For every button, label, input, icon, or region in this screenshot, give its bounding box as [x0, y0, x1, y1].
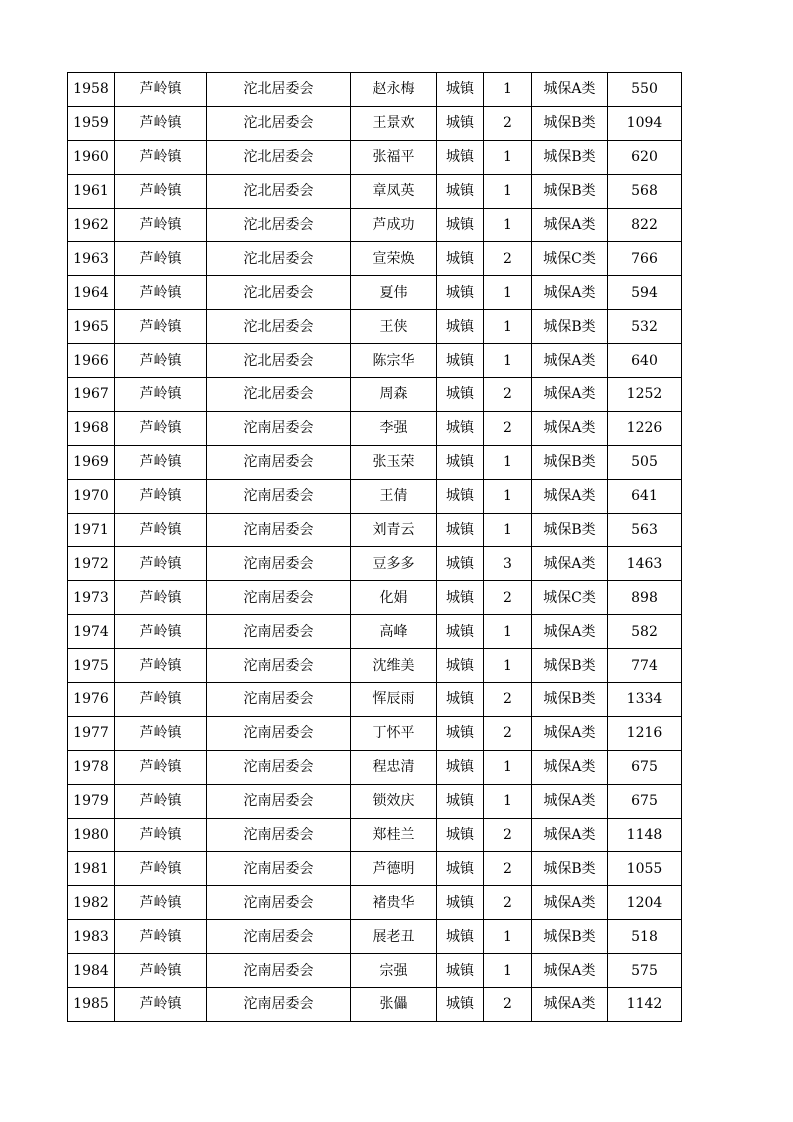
- category-cell: 城保A类: [532, 344, 608, 378]
- category-cell: 城保C类: [532, 242, 608, 276]
- town-cell: 芦岭镇: [115, 411, 207, 445]
- table-row: [68, 784, 682, 818]
- amount-cell: 1216: [608, 716, 682, 750]
- amount-cell: 641: [608, 479, 682, 513]
- town-cell: 芦岭镇: [115, 716, 207, 750]
- household-size-cell: 1: [484, 784, 532, 818]
- table-row: [68, 852, 682, 886]
- name-cell: 宣荣焕: [351, 242, 437, 276]
- name-cell: 丁怀平: [351, 716, 437, 750]
- table-row: [68, 140, 682, 174]
- household-type-cell: 城镇: [437, 615, 484, 649]
- table-row: [68, 716, 682, 750]
- serial-number-cell: 1979: [68, 784, 115, 818]
- serial-number-cell: 1985: [68, 988, 115, 1022]
- household-type-cell: 城镇: [437, 581, 484, 615]
- table-row: [68, 411, 682, 445]
- committee-cell: 沱北居委会: [207, 310, 351, 344]
- category-cell: 城保A类: [532, 378, 608, 412]
- serial-number-cell: 1967: [68, 378, 115, 412]
- table-row: [68, 513, 682, 547]
- amount-cell: 1252: [608, 378, 682, 412]
- amount-cell: 518: [608, 920, 682, 954]
- household-size-cell: 2: [484, 886, 532, 920]
- category-cell: 城保B类: [532, 445, 608, 479]
- household-size-cell: 2: [484, 988, 532, 1022]
- table-row: [68, 818, 682, 852]
- table-row: [68, 344, 682, 378]
- committee-cell: 沱南居委会: [207, 988, 351, 1022]
- name-cell: 王景欢: [351, 106, 437, 140]
- amount-cell: 575: [608, 954, 682, 988]
- table-row: [68, 378, 682, 412]
- household-size-cell: 3: [484, 547, 532, 581]
- household-size-cell: 1: [484, 750, 532, 784]
- name-cell: 程忠清: [351, 750, 437, 784]
- household-size-cell: 1: [484, 445, 532, 479]
- committee-cell: 沱南居委会: [207, 581, 351, 615]
- amount-cell: 1463: [608, 547, 682, 581]
- town-cell: 芦岭镇: [115, 547, 207, 581]
- town-cell: 芦岭镇: [115, 649, 207, 683]
- name-cell: 芦成功: [351, 208, 437, 242]
- category-cell: 城保A类: [532, 784, 608, 818]
- household-size-cell: 2: [484, 378, 532, 412]
- table-row: [68, 988, 682, 1022]
- category-cell: 城保B类: [532, 106, 608, 140]
- household-size-cell: 2: [484, 106, 532, 140]
- serial-number-cell: 1965: [68, 310, 115, 344]
- serial-number-cell: 1981: [68, 852, 115, 886]
- name-cell: 豆多多: [351, 547, 437, 581]
- category-cell: 城保A类: [532, 716, 608, 750]
- household-type-cell: 城镇: [437, 445, 484, 479]
- amount-cell: 675: [608, 784, 682, 818]
- town-cell: 芦岭镇: [115, 445, 207, 479]
- amount-cell: 774: [608, 649, 682, 683]
- serial-number-cell: 1975: [68, 649, 115, 683]
- serial-number-cell: 1976: [68, 683, 115, 717]
- amount-cell: 1142: [608, 988, 682, 1022]
- town-cell: 芦岭镇: [115, 242, 207, 276]
- serial-number-cell: 1968: [68, 411, 115, 445]
- serial-number-cell: 1962: [68, 208, 115, 242]
- household-type-cell: 城镇: [437, 378, 484, 412]
- town-cell: 芦岭镇: [115, 344, 207, 378]
- name-cell: 郑桂兰: [351, 818, 437, 852]
- household-size-cell: 1: [484, 140, 532, 174]
- name-cell: 展老丑: [351, 920, 437, 954]
- household-size-cell: 1: [484, 310, 532, 344]
- table-row: [68, 547, 682, 581]
- serial-number-cell: 1964: [68, 276, 115, 310]
- table-row: [68, 73, 682, 107]
- household-type-cell: 城镇: [437, 649, 484, 683]
- amount-cell: 1226: [608, 411, 682, 445]
- name-cell: 陈宗华: [351, 344, 437, 378]
- amount-cell: 532: [608, 310, 682, 344]
- beneficiary-table: [67, 72, 682, 1022]
- household-type-cell: 城镇: [437, 479, 484, 513]
- category-cell: 城保B类: [532, 174, 608, 208]
- table-row: [68, 208, 682, 242]
- table-row: [68, 649, 682, 683]
- category-cell: 城保B类: [532, 852, 608, 886]
- amount-cell: 766: [608, 242, 682, 276]
- serial-number-cell: 1972: [68, 547, 115, 581]
- table-row: [68, 276, 682, 310]
- town-cell: 芦岭镇: [115, 513, 207, 547]
- committee-cell: 沱南居委会: [207, 818, 351, 852]
- category-cell: 城保A类: [532, 818, 608, 852]
- town-cell: 芦岭镇: [115, 988, 207, 1022]
- town-cell: 芦岭镇: [115, 750, 207, 784]
- household-type-cell: 城镇: [437, 852, 484, 886]
- household-type-cell: 城镇: [437, 750, 484, 784]
- committee-cell: 沱南居委会: [207, 649, 351, 683]
- town-cell: 芦岭镇: [115, 276, 207, 310]
- household-type-cell: 城镇: [437, 276, 484, 310]
- name-cell: 化娟: [351, 581, 437, 615]
- household-type-cell: 城镇: [437, 683, 484, 717]
- table-row: [68, 242, 682, 276]
- committee-cell: 沱北居委会: [207, 208, 351, 242]
- household-size-cell: 2: [484, 411, 532, 445]
- household-type-cell: 城镇: [437, 140, 484, 174]
- household-type-cell: 城镇: [437, 954, 484, 988]
- category-cell: 城保B类: [532, 310, 608, 344]
- town-cell: 芦岭镇: [115, 479, 207, 513]
- name-cell: 李强: [351, 411, 437, 445]
- household-size-cell: 1: [484, 174, 532, 208]
- amount-cell: 594: [608, 276, 682, 310]
- table-row: [68, 920, 682, 954]
- serial-number-cell: 1970: [68, 479, 115, 513]
- committee-cell: 沱北居委会: [207, 276, 351, 310]
- table-row: [68, 479, 682, 513]
- serial-number-cell: 1973: [68, 581, 115, 615]
- household-type-cell: 城镇: [437, 73, 484, 107]
- serial-number-cell: 1974: [68, 615, 115, 649]
- committee-cell: 沱南居委会: [207, 683, 351, 717]
- committee-cell: 沱南居委会: [207, 716, 351, 750]
- committee-cell: 沱南居委会: [207, 411, 351, 445]
- amount-cell: 898: [608, 581, 682, 615]
- name-cell: 沈维美: [351, 649, 437, 683]
- household-size-cell: 1: [484, 208, 532, 242]
- household-type-cell: 城镇: [437, 547, 484, 581]
- name-cell: 高峰: [351, 615, 437, 649]
- household-type-cell: 城镇: [437, 784, 484, 818]
- household-size-cell: 1: [484, 615, 532, 649]
- category-cell: 城保B类: [532, 920, 608, 954]
- household-type-cell: 城镇: [437, 310, 484, 344]
- category-cell: 城保A类: [532, 73, 608, 107]
- category-cell: 城保B类: [532, 140, 608, 174]
- household-size-cell: 1: [484, 344, 532, 378]
- serial-number-cell: 1961: [68, 174, 115, 208]
- town-cell: 芦岭镇: [115, 615, 207, 649]
- serial-number-cell: 1978: [68, 750, 115, 784]
- category-cell: 城保A类: [532, 750, 608, 784]
- town-cell: 芦岭镇: [115, 920, 207, 954]
- committee-cell: 沱南居委会: [207, 445, 351, 479]
- serial-number-cell: 1960: [68, 140, 115, 174]
- town-cell: 芦岭镇: [115, 378, 207, 412]
- committee-cell: 沱北居委会: [207, 174, 351, 208]
- serial-number-cell: 1982: [68, 886, 115, 920]
- household-type-cell: 城镇: [437, 174, 484, 208]
- name-cell: 芦德明: [351, 852, 437, 886]
- table-row: [68, 581, 682, 615]
- town-cell: 芦岭镇: [115, 208, 207, 242]
- name-cell: 刘青云: [351, 513, 437, 547]
- name-cell: 宗强: [351, 954, 437, 988]
- category-cell: 城保B类: [532, 649, 608, 683]
- household-type-cell: 城镇: [437, 886, 484, 920]
- household-type-cell: 城镇: [437, 242, 484, 276]
- table-row: [68, 106, 682, 140]
- name-cell: 赵永梅: [351, 73, 437, 107]
- category-cell: 城保A类: [532, 954, 608, 988]
- committee-cell: 沱南居委会: [207, 784, 351, 818]
- category-cell: 城保A类: [532, 479, 608, 513]
- amount-cell: 550: [608, 73, 682, 107]
- amount-cell: 640: [608, 344, 682, 378]
- serial-number-cell: 1971: [68, 513, 115, 547]
- town-cell: 芦岭镇: [115, 886, 207, 920]
- category-cell: 城保C类: [532, 581, 608, 615]
- serial-number-cell: 1977: [68, 716, 115, 750]
- serial-number-cell: 1966: [68, 344, 115, 378]
- town-cell: 芦岭镇: [115, 140, 207, 174]
- category-cell: 城保A类: [532, 547, 608, 581]
- household-type-cell: 城镇: [437, 920, 484, 954]
- table-body: [68, 73, 682, 1022]
- household-size-cell: 2: [484, 716, 532, 750]
- committee-cell: 沱南居委会: [207, 852, 351, 886]
- category-cell: 城保A类: [532, 411, 608, 445]
- amount-cell: 1094: [608, 106, 682, 140]
- household-type-cell: 城镇: [437, 106, 484, 140]
- household-size-cell: 2: [484, 683, 532, 717]
- committee-cell: 沱北居委会: [207, 378, 351, 412]
- household-size-cell: 2: [484, 852, 532, 886]
- household-type-cell: 城镇: [437, 716, 484, 750]
- committee-cell: 沱南居委会: [207, 886, 351, 920]
- amount-cell: 1334: [608, 683, 682, 717]
- serial-number-cell: 1969: [68, 445, 115, 479]
- amount-cell: 1204: [608, 886, 682, 920]
- category-cell: 城保A类: [532, 208, 608, 242]
- household-type-cell: 城镇: [437, 208, 484, 242]
- name-cell: 褚贵华: [351, 886, 437, 920]
- amount-cell: 568: [608, 174, 682, 208]
- amount-cell: 822: [608, 208, 682, 242]
- household-type-cell: 城镇: [437, 988, 484, 1022]
- serial-number-cell: 1963: [68, 242, 115, 276]
- amount-cell: 563: [608, 513, 682, 547]
- name-cell: 恽辰雨: [351, 683, 437, 717]
- committee-cell: 沱南居委会: [207, 920, 351, 954]
- table-row: [68, 310, 682, 344]
- town-cell: 芦岭镇: [115, 683, 207, 717]
- category-cell: 城保A类: [532, 886, 608, 920]
- committee-cell: 沱北居委会: [207, 73, 351, 107]
- serial-number-cell: 1959: [68, 106, 115, 140]
- amount-cell: 620: [608, 140, 682, 174]
- table-row: [68, 615, 682, 649]
- serial-number-cell: 1983: [68, 920, 115, 954]
- name-cell: 王倩: [351, 479, 437, 513]
- category-cell: 城保A类: [532, 615, 608, 649]
- committee-cell: 沱北居委会: [207, 140, 351, 174]
- table-row: [68, 445, 682, 479]
- category-cell: 城保B类: [532, 683, 608, 717]
- town-cell: 芦岭镇: [115, 852, 207, 886]
- household-type-cell: 城镇: [437, 344, 484, 378]
- household-type-cell: 城镇: [437, 411, 484, 445]
- name-cell: 章凤英: [351, 174, 437, 208]
- name-cell: 张儡: [351, 988, 437, 1022]
- town-cell: 芦岭镇: [115, 310, 207, 344]
- committee-cell: 沱南居委会: [207, 615, 351, 649]
- town-cell: 芦岭镇: [115, 818, 207, 852]
- amount-cell: 505: [608, 445, 682, 479]
- name-cell: 周森: [351, 378, 437, 412]
- table-row: [68, 174, 682, 208]
- name-cell: 张福平: [351, 140, 437, 174]
- amount-cell: 1055: [608, 852, 682, 886]
- committee-cell: 沱南居委会: [207, 547, 351, 581]
- town-cell: 芦岭镇: [115, 73, 207, 107]
- household-size-cell: 2: [484, 581, 532, 615]
- town-cell: 芦岭镇: [115, 106, 207, 140]
- household-size-cell: 1: [484, 479, 532, 513]
- serial-number-cell: 1980: [68, 818, 115, 852]
- committee-cell: 沱南居委会: [207, 954, 351, 988]
- name-cell: 夏伟: [351, 276, 437, 310]
- amount-cell: 1148: [608, 818, 682, 852]
- table-row: [68, 750, 682, 784]
- table-row: [68, 886, 682, 920]
- table-row: [68, 683, 682, 717]
- household-size-cell: 2: [484, 818, 532, 852]
- household-size-cell: 1: [484, 276, 532, 310]
- household-size-cell: 1: [484, 920, 532, 954]
- name-cell: 王侠: [351, 310, 437, 344]
- name-cell: 锁效庆: [351, 784, 437, 818]
- category-cell: 城保A类: [532, 988, 608, 1022]
- committee-cell: 沱南居委会: [207, 513, 351, 547]
- serial-number-cell: 1958: [68, 73, 115, 107]
- household-size-cell: 1: [484, 513, 532, 547]
- household-size-cell: 1: [484, 649, 532, 683]
- household-size-cell: 1: [484, 73, 532, 107]
- category-cell: 城保B类: [532, 513, 608, 547]
- committee-cell: 沱北居委会: [207, 106, 351, 140]
- amount-cell: 675: [608, 750, 682, 784]
- amount-cell: 582: [608, 615, 682, 649]
- household-type-cell: 城镇: [437, 818, 484, 852]
- town-cell: 芦岭镇: [115, 784, 207, 818]
- town-cell: 芦岭镇: [115, 581, 207, 615]
- committee-cell: 沱北居委会: [207, 344, 351, 378]
- town-cell: 芦岭镇: [115, 954, 207, 988]
- category-cell: 城保A类: [532, 276, 608, 310]
- household-size-cell: 2: [484, 242, 532, 276]
- town-cell: 芦岭镇: [115, 174, 207, 208]
- committee-cell: 沱南居委会: [207, 479, 351, 513]
- serial-number-cell: 1984: [68, 954, 115, 988]
- household-type-cell: 城镇: [437, 513, 484, 547]
- name-cell: 张玉荣: [351, 445, 437, 479]
- table-row: [68, 954, 682, 988]
- committee-cell: 沱南居委会: [207, 750, 351, 784]
- committee-cell: 沱北居委会: [207, 242, 351, 276]
- household-size-cell: 1: [484, 954, 532, 988]
